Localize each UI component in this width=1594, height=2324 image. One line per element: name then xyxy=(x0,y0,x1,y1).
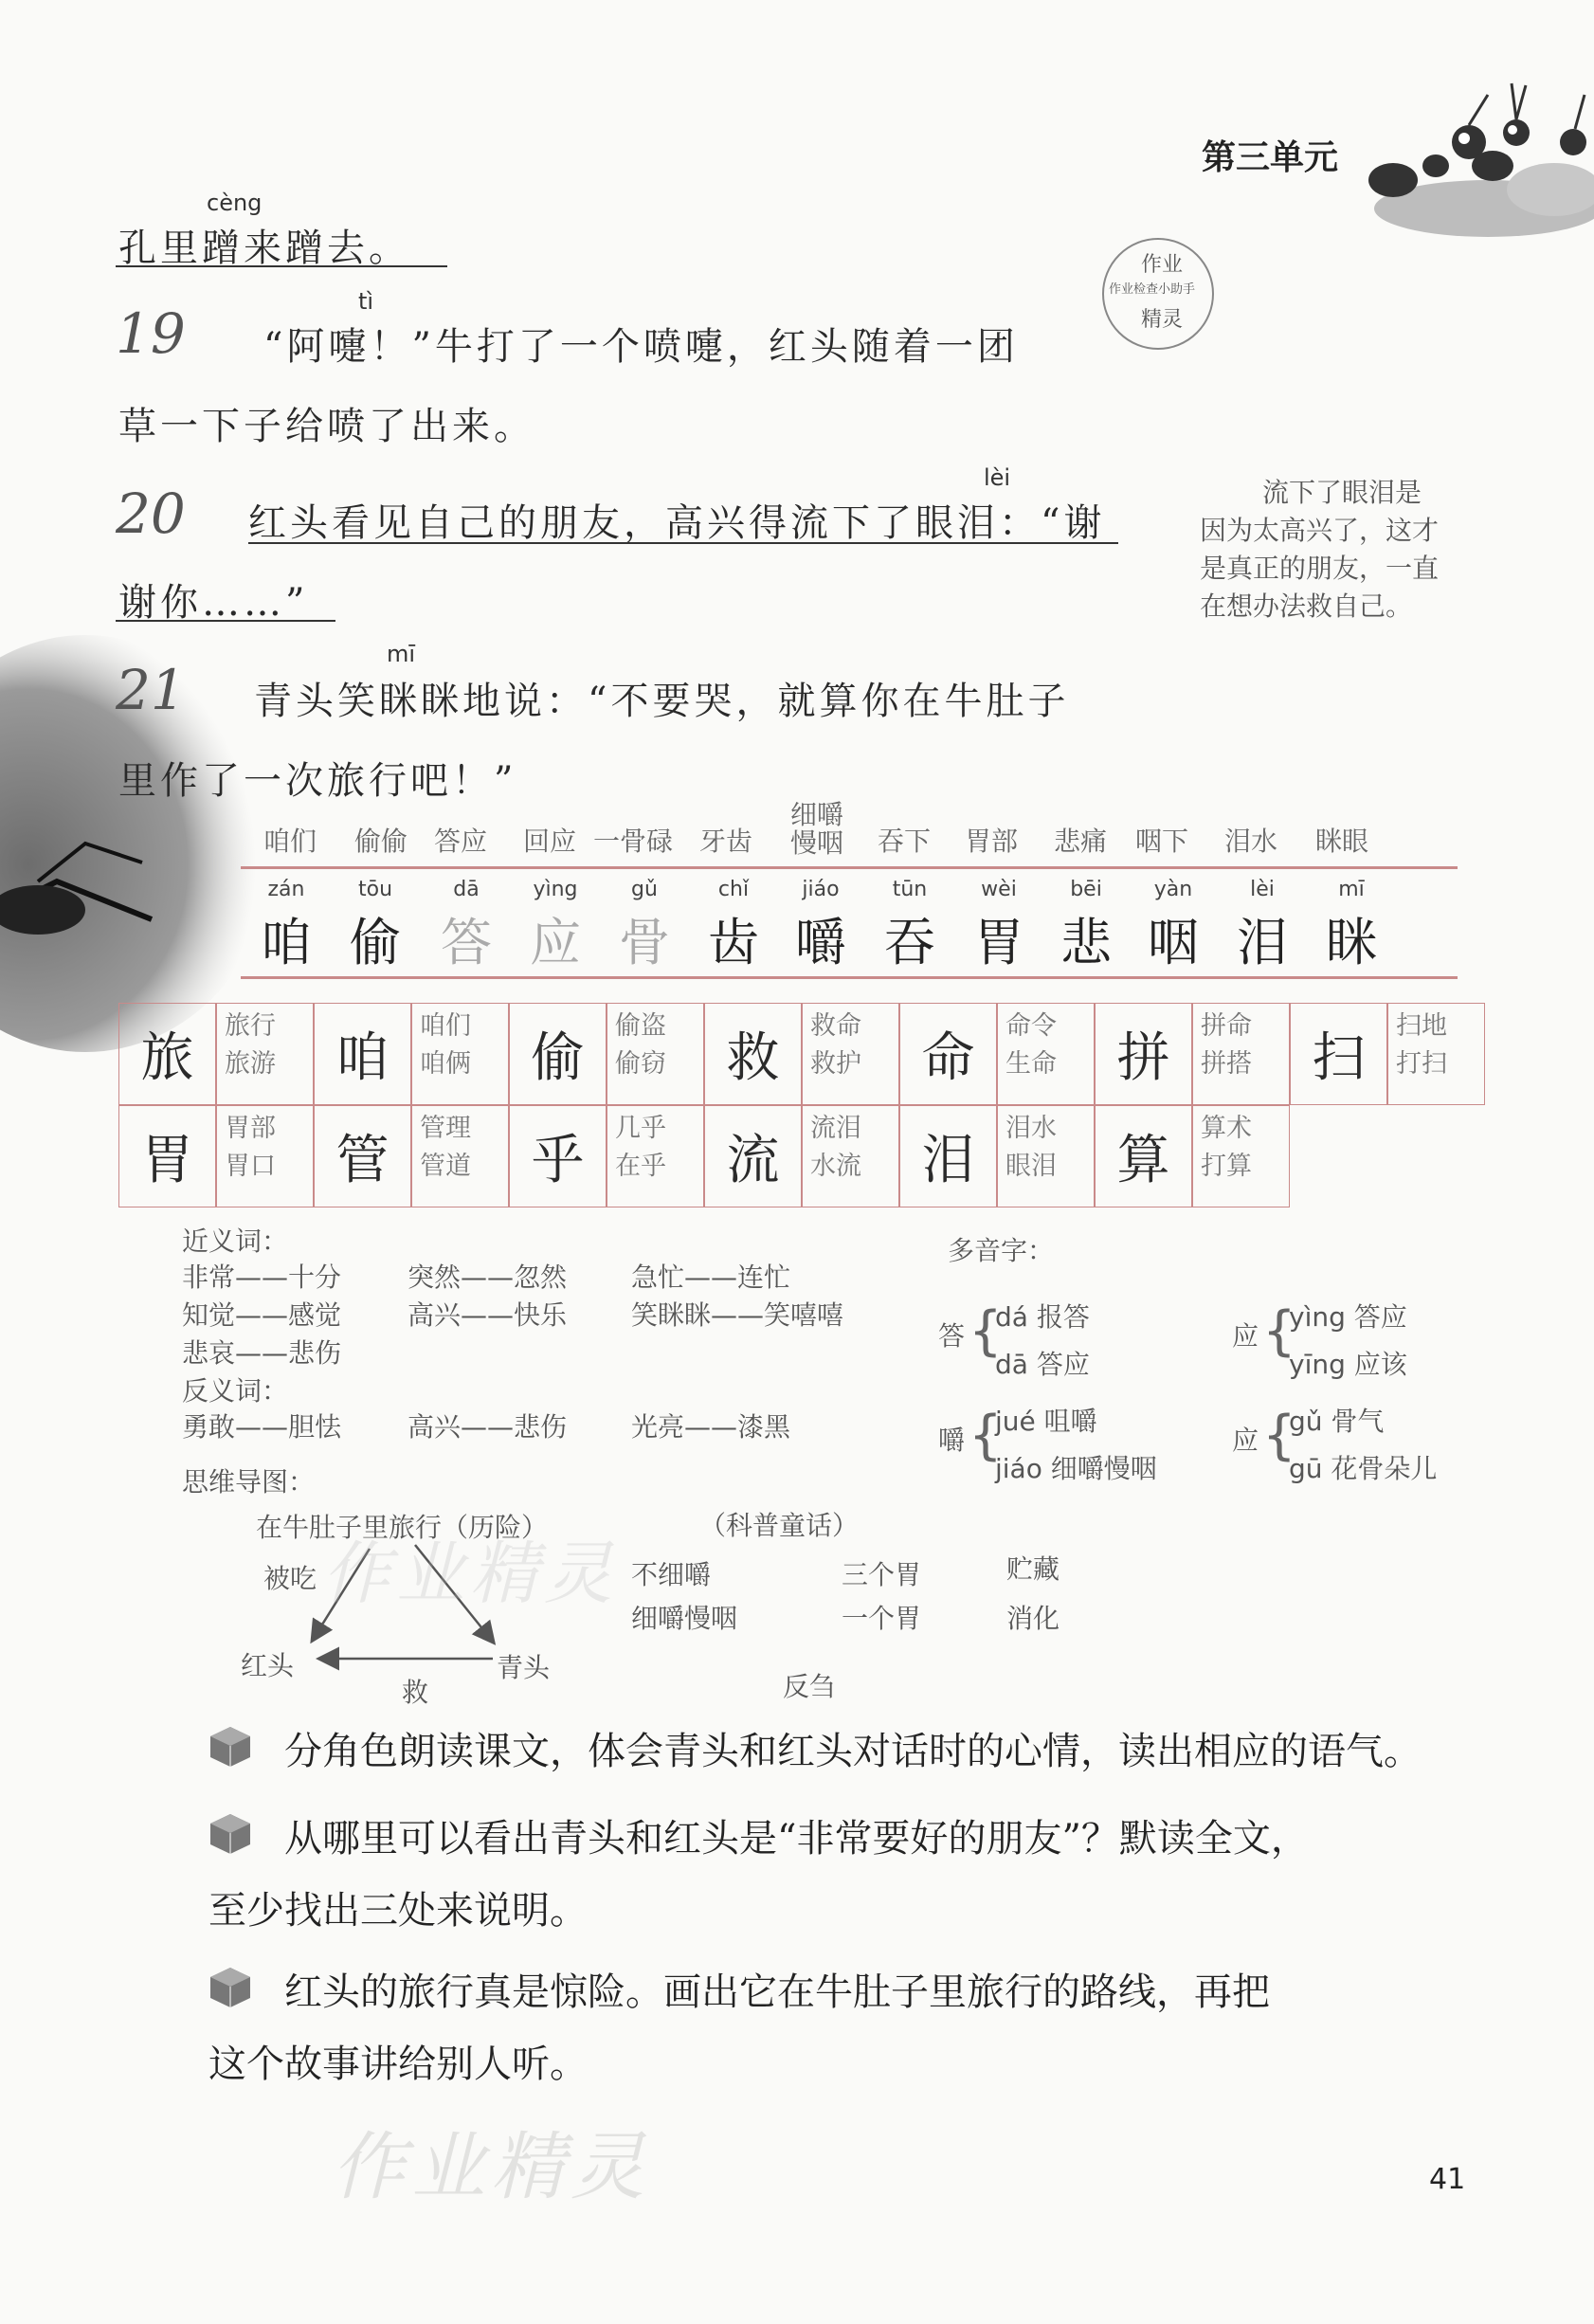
grid-char: 命 xyxy=(899,1003,997,1105)
grid-word: 偷窃 xyxy=(615,1049,666,1079)
grid-word: 拼命 xyxy=(1201,1011,1252,1041)
mindmap-chew2: 细嚼慢咽 xyxy=(631,1603,738,1634)
mindmap-save: 救 xyxy=(402,1677,429,1708)
poly-char: 答 xyxy=(938,1320,966,1352)
char-pinyin: bēi xyxy=(1070,878,1102,901)
stamp-line2: 作业检查小助手 xyxy=(1109,282,1196,297)
page-number: 41 xyxy=(1429,2163,1466,2196)
grid-word: 救护 xyxy=(810,1049,861,1079)
synonym: 知觉——感觉 xyxy=(182,1299,342,1331)
poly-reading: jiáo 细嚼慢咽 xyxy=(995,1453,1157,1484)
grid-word: 胃口 xyxy=(225,1152,276,1181)
char-glyph: 齿 xyxy=(708,913,759,972)
mindmap-stom2: 一个胃 xyxy=(842,1603,922,1634)
watermark: 作业精灵 xyxy=(322,1534,619,1613)
grid-word: 旅行 xyxy=(225,1011,276,1041)
char-glyph: 骨 xyxy=(619,913,670,972)
grid-words xyxy=(216,1003,314,1105)
stamp-line3: 精灵 xyxy=(1141,308,1184,332)
question-3-line1: 红头的旅行真是惊险。画出它在牛肚子里旅行的路线，再把 xyxy=(284,1970,1270,2014)
grid-word: 管道 xyxy=(420,1152,471,1181)
grid-char: 胃 xyxy=(118,1105,216,1207)
char-pinyin: wèi xyxy=(981,878,1017,901)
grid-word: 扫地 xyxy=(1396,1011,1447,1041)
divider xyxy=(241,866,1458,869)
cube-icon xyxy=(208,1812,252,1856)
grid-words xyxy=(997,1105,1095,1207)
polyphone-title: 多音字： xyxy=(948,1235,1055,1266)
synonym: 非常——十分 xyxy=(182,1262,342,1293)
grid-word: 偷盗 xyxy=(615,1011,666,1041)
char-glyph: 泪 xyxy=(1237,913,1288,972)
poly-reading: gǔ 骨气 xyxy=(1289,1406,1385,1437)
question-3-line2: 这个故事讲给别人听。 xyxy=(208,2043,588,2086)
pinyin-ceng: cèng xyxy=(207,190,263,216)
char-glyph: 嚼 xyxy=(795,913,846,972)
paragraph-number: 19 xyxy=(116,301,186,366)
char-glyph: 胃 xyxy=(973,913,1024,972)
grid-word: 咱俩 xyxy=(420,1049,471,1079)
poly-reading: yìng 答应 xyxy=(1289,1301,1407,1333)
grid-char: 泪 xyxy=(899,1105,997,1207)
grid-char: 旅 xyxy=(118,1003,216,1105)
poly-char: 应 xyxy=(1232,1320,1259,1352)
grid-word: 打算 xyxy=(1201,1152,1252,1181)
grid-word: 生命 xyxy=(1005,1049,1057,1079)
grid-words xyxy=(607,1105,704,1207)
question-2-line2: 至少找出三处来说明。 xyxy=(208,1889,588,1933)
mindmap-chew1: 不细嚼 xyxy=(631,1559,712,1590)
char-pinyin: gǔ xyxy=(631,878,658,901)
grid-words xyxy=(1387,1003,1485,1105)
word: 咱们 xyxy=(263,826,317,857)
brace: { xyxy=(969,1405,1003,1466)
char-glyph: 吞 xyxy=(884,913,935,972)
mindmap-title: 思维导图： xyxy=(182,1466,316,1498)
synonym: 急忙——连忙 xyxy=(631,1262,791,1293)
char-glyph: 答 xyxy=(441,913,492,972)
question-2-line1: 从哪里可以看出青头和红头是“非常要好的朋友”？默读全文， xyxy=(284,1817,1309,1861)
synonym: 突然——忽然 xyxy=(408,1262,568,1293)
underline xyxy=(248,542,1118,544)
char-glyph: 咱 xyxy=(261,913,312,972)
side-note-line: 因为太高兴了，这才 xyxy=(1200,515,1440,546)
antonym: 勇敢——胆怯 xyxy=(182,1411,342,1443)
char-pinyin: lèi xyxy=(1250,878,1275,901)
grid-words xyxy=(802,1003,899,1105)
word: 悲痛 xyxy=(1054,826,1108,857)
char-pinyin: tōu xyxy=(357,878,393,901)
underline xyxy=(116,265,447,267)
pinyin-mi: mī xyxy=(387,641,416,667)
word: 咽下 xyxy=(1135,826,1189,857)
word: 吞下 xyxy=(878,826,932,857)
grid-word: 胃部 xyxy=(225,1114,276,1143)
word: 泪水 xyxy=(1224,826,1278,857)
grid-words xyxy=(411,1003,509,1105)
pinyin-ti: tì xyxy=(358,288,374,315)
word: 牙齿 xyxy=(699,826,753,857)
grid-words xyxy=(607,1003,704,1105)
grid-char: 救 xyxy=(704,1003,802,1105)
unit-title: 第三单元 xyxy=(1202,138,1339,177)
poly-reading: jué 咀嚼 xyxy=(995,1406,1097,1437)
mindmap-ruminate: 反刍 xyxy=(783,1671,837,1702)
underline xyxy=(116,620,335,622)
poly-char: 嚼 xyxy=(938,1425,966,1456)
grid-word: 打扫 xyxy=(1396,1049,1447,1079)
grid-word: 水流 xyxy=(810,1152,861,1181)
grid-char: 流 xyxy=(704,1105,802,1207)
word: 眯眼 xyxy=(1315,826,1369,857)
grid-word: 几乎 xyxy=(615,1114,666,1143)
grid-word: 在乎 xyxy=(615,1152,666,1181)
question-1: 分角色朗读课文，体会青头和红头对话时的心情，读出相应的语气。 xyxy=(284,1730,1422,1773)
brace: { xyxy=(969,1300,1003,1362)
grid-char: 管 xyxy=(314,1105,411,1207)
grid-word: 管理 xyxy=(420,1114,471,1143)
poly-reading: dā 答应 xyxy=(995,1349,1090,1380)
char-pinyin: jiáo xyxy=(802,878,840,901)
poly-char: 应 xyxy=(1232,1425,1259,1456)
char-pinyin: yàn xyxy=(1153,878,1193,901)
brace: { xyxy=(1262,1405,1296,1466)
word: 偷偷 xyxy=(354,826,408,857)
paragraph-number: 20 xyxy=(116,481,186,546)
cube-icon xyxy=(208,1966,252,2009)
grid-words xyxy=(1192,1105,1290,1207)
grid-word: 泪水 xyxy=(1005,1114,1057,1143)
side-note xyxy=(1200,474,1439,626)
synonym: 高兴——快乐 xyxy=(408,1299,568,1331)
char-glyph: 悲 xyxy=(1060,913,1112,972)
grid-char: 扫 xyxy=(1290,1003,1387,1105)
char-glyph: 咽 xyxy=(1148,913,1199,972)
grid-word: 咱们 xyxy=(420,1011,471,1041)
mindmap-red: 红头 xyxy=(241,1650,295,1681)
grid-word: 眼泪 xyxy=(1005,1152,1057,1181)
char-pinyin: chǐ xyxy=(717,878,750,901)
pinyin-lei: lèi xyxy=(984,464,1011,491)
grid-char: 偷 xyxy=(509,1003,607,1105)
p20-line1: 红头看见自己的朋友，高兴得流下了眼泪：“谢 xyxy=(248,501,1106,545)
ants-illustration xyxy=(1327,76,1594,237)
grid-word: 命令 xyxy=(1005,1011,1057,1041)
grid-char: 拼 xyxy=(1095,1003,1192,1105)
antonym: 高兴——悲伤 xyxy=(408,1411,568,1443)
word-stacked-top: 细嚼 xyxy=(790,799,844,830)
mindmap-store: 贮藏 xyxy=(1006,1553,1060,1585)
word: 回应 xyxy=(523,826,577,857)
char-glyph: 眯 xyxy=(1326,913,1377,972)
grid-char: 咱 xyxy=(314,1003,411,1105)
grid-word: 算术 xyxy=(1201,1114,1252,1143)
p21-line1: 青头笑眯眯地说：“不要哭，就算你在牛肚子 xyxy=(254,680,1070,723)
char-glyph: 应 xyxy=(530,913,581,972)
side-note-line: 在想办法救自己。 xyxy=(1200,590,1413,622)
poly-reading: yīng 应该 xyxy=(1289,1349,1407,1380)
synonym: 笑眯眯——笑嘻嘻 xyxy=(631,1299,844,1331)
mindmap-green: 青头 xyxy=(497,1652,551,1683)
char-pinyin: tūn xyxy=(892,878,928,901)
p19-line2: 草一下子给喷了出来。 xyxy=(118,405,535,448)
stamp-line1: 作业 xyxy=(1141,253,1184,277)
grid-words xyxy=(216,1105,314,1207)
mindmap-genre: （科普童话） xyxy=(699,1510,860,1541)
mindmap-stom1: 三个胃 xyxy=(842,1559,922,1590)
grid-words xyxy=(411,1105,509,1207)
char-pinyin: zán xyxy=(267,878,305,901)
side-note-line: 是真正的朋友，一直 xyxy=(1200,553,1440,584)
mindmap-eaten: 被吃 xyxy=(263,1563,317,1594)
divider xyxy=(241,976,1458,979)
text-line0: 孔里蹭来蹭去。 xyxy=(118,227,410,270)
poly-reading: gū 花骨朵儿 xyxy=(1289,1453,1438,1484)
char-pinyin: yìng xyxy=(533,878,578,901)
char-pinyin: mī xyxy=(1338,878,1365,901)
watermark: 作业精灵 xyxy=(332,2125,651,2210)
word: 答应 xyxy=(434,826,488,857)
p21-line2: 里作了一次旅行吧！” xyxy=(118,759,517,803)
paragraph-number: 21 xyxy=(116,658,186,722)
brace: { xyxy=(1262,1300,1296,1362)
grid-char: 乎 xyxy=(509,1105,607,1207)
mindmap-digest: 消化 xyxy=(1006,1603,1060,1634)
char-glyph: 偷 xyxy=(350,913,401,972)
cube-icon xyxy=(208,1725,252,1769)
grid-word: 救命 xyxy=(810,1011,861,1041)
word: 胃部 xyxy=(965,826,1019,857)
grid-word: 拼搭 xyxy=(1201,1049,1252,1079)
word-stacked-bottom: 慢咽 xyxy=(790,827,844,859)
grid-char: 算 xyxy=(1095,1105,1192,1207)
antonyms-title: 反义词： xyxy=(182,1375,289,1407)
side-note-line: 流下了眼泪是 xyxy=(1262,477,1422,508)
p19-line1: “阿嚏！”牛打了一个喷嚏，红头随着一团 xyxy=(263,325,1019,369)
grid-words xyxy=(1192,1003,1290,1105)
grid-words xyxy=(802,1105,899,1207)
synonyms-title: 近义词： xyxy=(182,1226,289,1257)
antonym: 光亮——漆黑 xyxy=(631,1411,791,1443)
grid-word: 旅游 xyxy=(225,1049,276,1079)
char-pinyin: dā xyxy=(453,878,480,901)
grid-words xyxy=(997,1003,1095,1105)
poly-reading: dá 报答 xyxy=(995,1301,1090,1333)
mindmap-top: 在牛肚子里旅行（历险） xyxy=(256,1512,549,1543)
word: 一骨碌 xyxy=(593,826,674,857)
p20-line2: 谢你……” xyxy=(118,581,309,625)
synonym: 悲哀——悲伤 xyxy=(182,1337,342,1369)
grid-word: 流泪 xyxy=(810,1114,861,1143)
